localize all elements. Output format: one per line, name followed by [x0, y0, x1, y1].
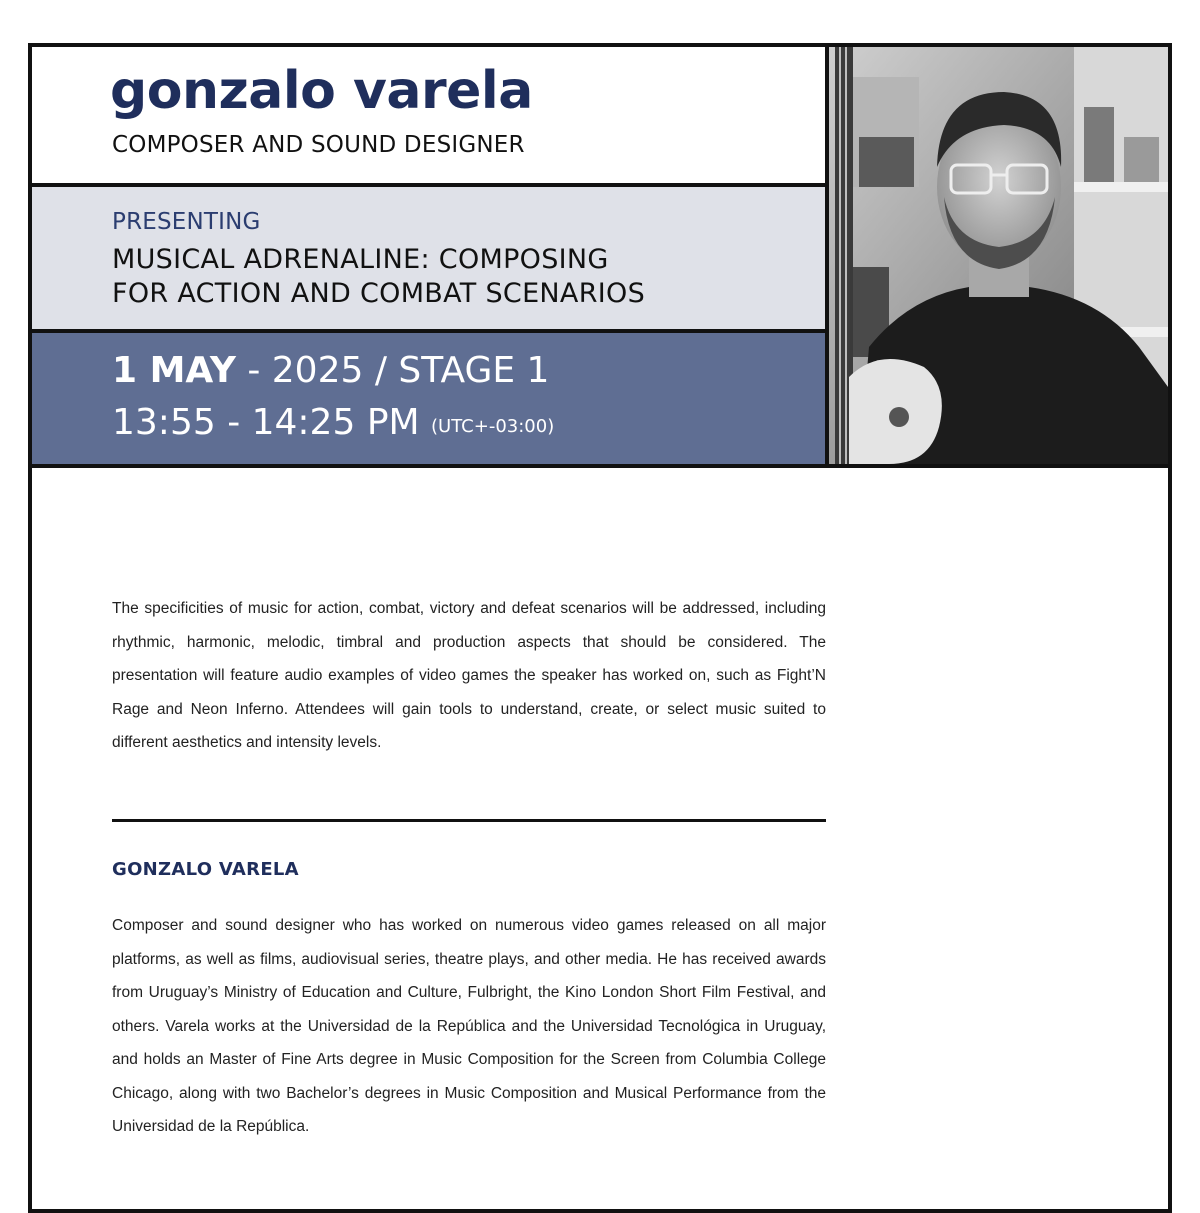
speaker-photo — [825, 47, 1168, 464]
speaker-role: COMPOSER AND SOUND DESIGNER — [112, 132, 525, 158]
presenting-label: PRESENTING — [112, 209, 261, 235]
talk-section — [32, 187, 825, 333]
page-frame — [28, 43, 1172, 1213]
talk-title-line-1: MUSICAL ADRENALINE: COMPOSING — [112, 244, 609, 275]
talk-description: The specificities of music for action, combat, victory and defeat scenarios will be addressed, including rhythmic, harmonic, melodic, timbral and production aspects that should be considered. The presentation will feature audio examples of video games the speaker has worked on, such as Fight’N Rage and Neon Inferno. Attendees will gain tools to understand, create, or select music suited to different aesthetics and intensity levels. — [112, 600, 826, 751]
schedule-section — [32, 333, 825, 464]
speaker-portrait-icon — [829, 47, 1168, 464]
time-line — [112, 402, 555, 443]
section-divider — [112, 819, 826, 822]
event-year-stage: - 2025 / STAGE 1 — [235, 350, 550, 391]
event-timezone: (UTC+-03:00) — [431, 416, 555, 437]
speaker-header — [32, 47, 825, 187]
bio-text: Composer and sound designer who has worked on numerous video games released on all major platforms, as well as films, audiovisual series, theatre plays, and other media. He has received awards from Uruguay’s Ministry of Education and Culture, Fulbright, the Kino London Short Film Festival, and others. Varela works at the Universidad de la República and the Universidad Tecnológica in Uruguay, and holds an Master of Fine Arts degree in Music Composition for the Screen from Columbia College Chicago, along with two Bachelor’s degrees in Music Composition and Musical Performance from the Universidad de la República. — [112, 917, 826, 1135]
bio-heading: GONZALO VARELA — [112, 859, 299, 880]
date-line — [112, 350, 550, 391]
header-divider — [32, 464, 1168, 468]
talk-title-line-2: FOR ACTION AND COMBAT SCENARIOS — [112, 278, 646, 309]
speaker-name: gonzalo varela — [110, 61, 533, 121]
event-time: 13:55 - 14:25 PM — [112, 402, 432, 443]
event-date: 1 MAY — [112, 350, 236, 391]
talk-title — [112, 243, 812, 311]
